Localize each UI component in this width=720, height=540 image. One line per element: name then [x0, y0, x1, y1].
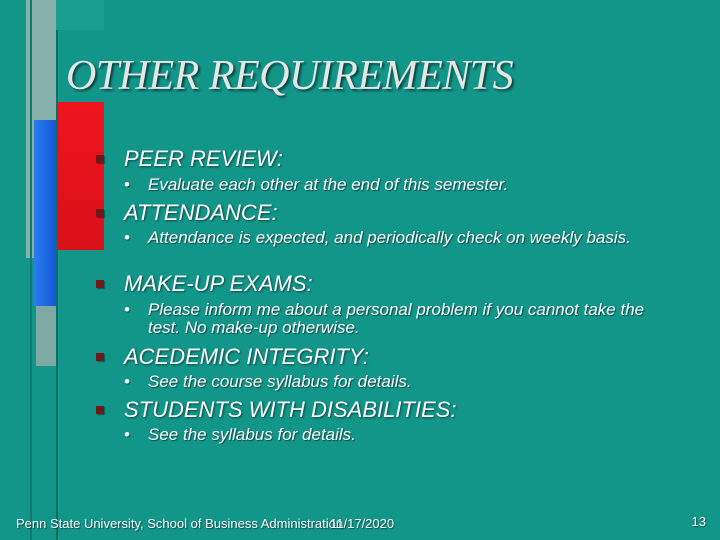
- bullet-dot: •: [124, 425, 130, 444]
- item-detail: [124, 372, 672, 391]
- slide-title: OTHER REQUIREMENTS: [66, 53, 514, 99]
- page-number: 13: [691, 514, 706, 529]
- item-detail-text: Please inform me about a personal problem if you cannot take the test. No make-up otherwise.: [148, 300, 645, 337]
- item-detail-text: Attendance is expected, and periodically check on weekly basis.: [148, 228, 631, 247]
- item-heading: MAKE-UP EXAMS:: [124, 271, 313, 296]
- square-bullet-icon: [96, 280, 104, 288]
- square-bullet-icon: [96, 155, 104, 163]
- footer-institution: Penn State University, School of Business Administration: [16, 516, 344, 531]
- item-heading: PEER REVIEW:: [124, 146, 283, 171]
- item-heading: ATTENDANCE:: [124, 200, 278, 225]
- item-detail: [124, 300, 672, 337]
- item-heading: STUDENTS WITH DISABILITIES:: [124, 397, 457, 422]
- square-bullet-icon: [96, 209, 104, 217]
- bullet-dot: •: [124, 228, 130, 247]
- item-detail: [124, 228, 672, 247]
- item-detail: [124, 175, 672, 194]
- item-detail-text: Evaluate each other at the end of this semester.: [148, 175, 509, 194]
- bullet-dot: •: [124, 372, 130, 391]
- footer-date: 11/17/2020: [330, 516, 395, 531]
- item-detail-text: See the syllabus for details.: [148, 425, 356, 444]
- item-detail: [124, 425, 672, 444]
- bullet-dot: •: [124, 175, 130, 194]
- item-heading: ACEDEMIC INTEGRITY:: [124, 344, 369, 369]
- square-bullet-icon: [96, 406, 104, 414]
- item-detail-text: See the course syllabus for details.: [148, 372, 412, 391]
- square-bullet-icon: [96, 353, 104, 361]
- bullet-dot: •: [124, 300, 130, 319]
